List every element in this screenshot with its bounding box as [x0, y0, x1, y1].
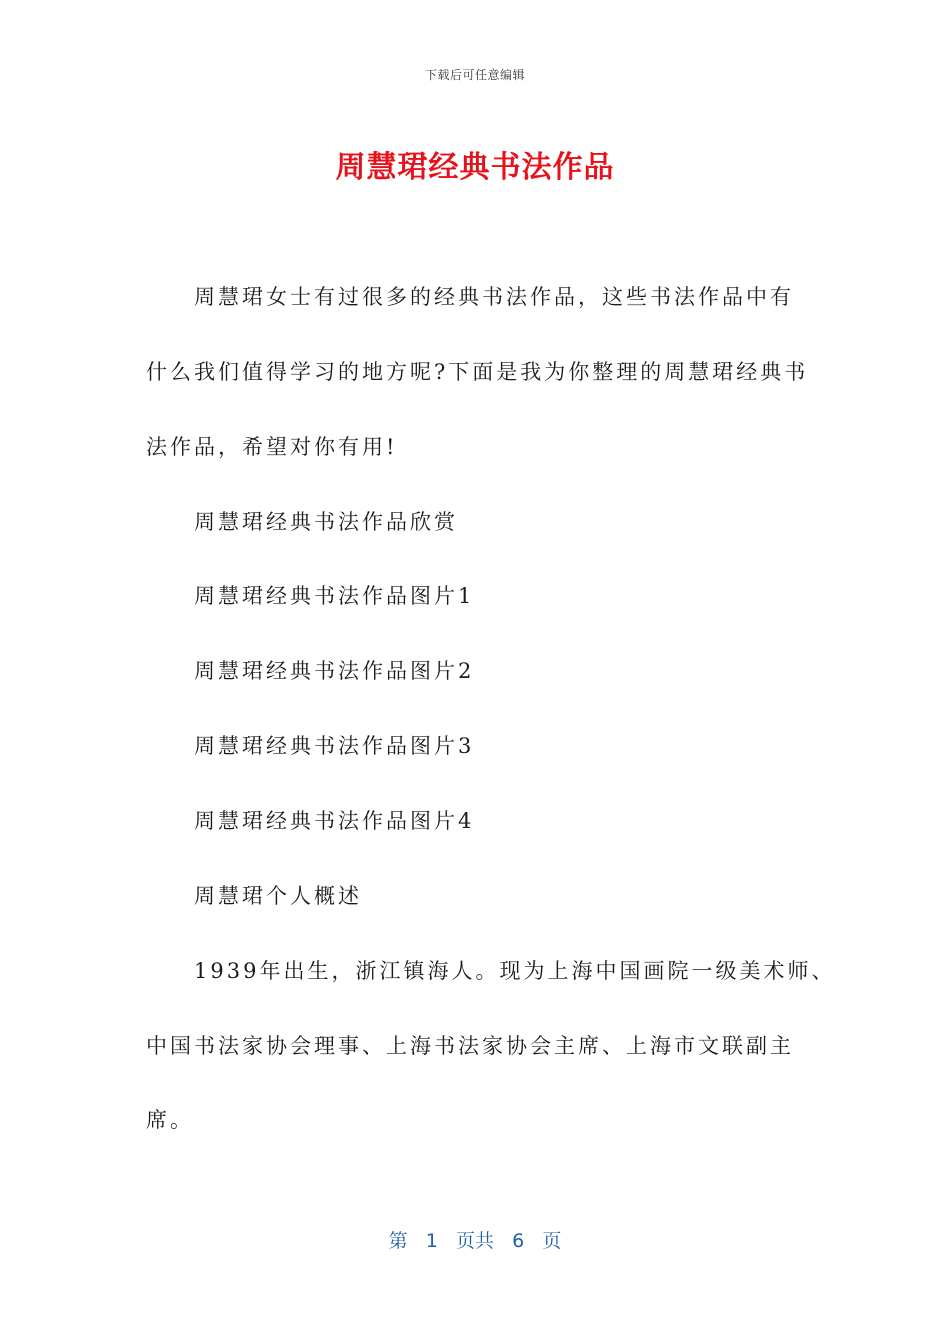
page-label-prefix: 第 [388, 1230, 408, 1252]
image-caption-1: 周慧珺经典书法作品图片1 [194, 584, 475, 608]
intro-line-3: 法作品，希望对你有用! [146, 435, 398, 459]
bio-line-3: 席。 [146, 1108, 194, 1132]
page-number-footer [0, 1226, 950, 1253]
image-caption-2: 周慧珺经典书法作品图片2 [194, 659, 475, 683]
page-label-suffix: 页 [542, 1230, 562, 1252]
intro-line-1: 周慧珺女士有过很多的经典书法作品，这些书法作品中有 [194, 285, 794, 309]
image-caption-3: 周慧珺经典书法作品图片3 [194, 734, 475, 758]
header-note: 下载后可任意编辑 [424, 68, 525, 82]
image-caption-4: 周慧珺经典书法作品图片4 [194, 809, 475, 833]
intro-line-2: 什么我们值得学习的地方呢?下面是我为你整理的周慧珺经典书 [146, 360, 809, 384]
overview-heading: 周慧珺个人概述 [194, 884, 362, 908]
appreciation-heading: 周慧珺经典书法作品欣赏 [194, 510, 458, 534]
current-page-number: 1 [425, 1230, 438, 1252]
page-label-mid: 页共 [455, 1230, 494, 1252]
total-pages-number: 6 [512, 1230, 525, 1252]
bio-line-1: 1939年出生，浙江镇海人。现为上海中国画院一级美术师、 [194, 959, 836, 983]
bio-line-2: 中国书法家协会理事、上海书法家协会主席、上海市文联副主 [146, 1034, 794, 1058]
document-title: 周慧珺经典书法作品 [335, 150, 615, 185]
